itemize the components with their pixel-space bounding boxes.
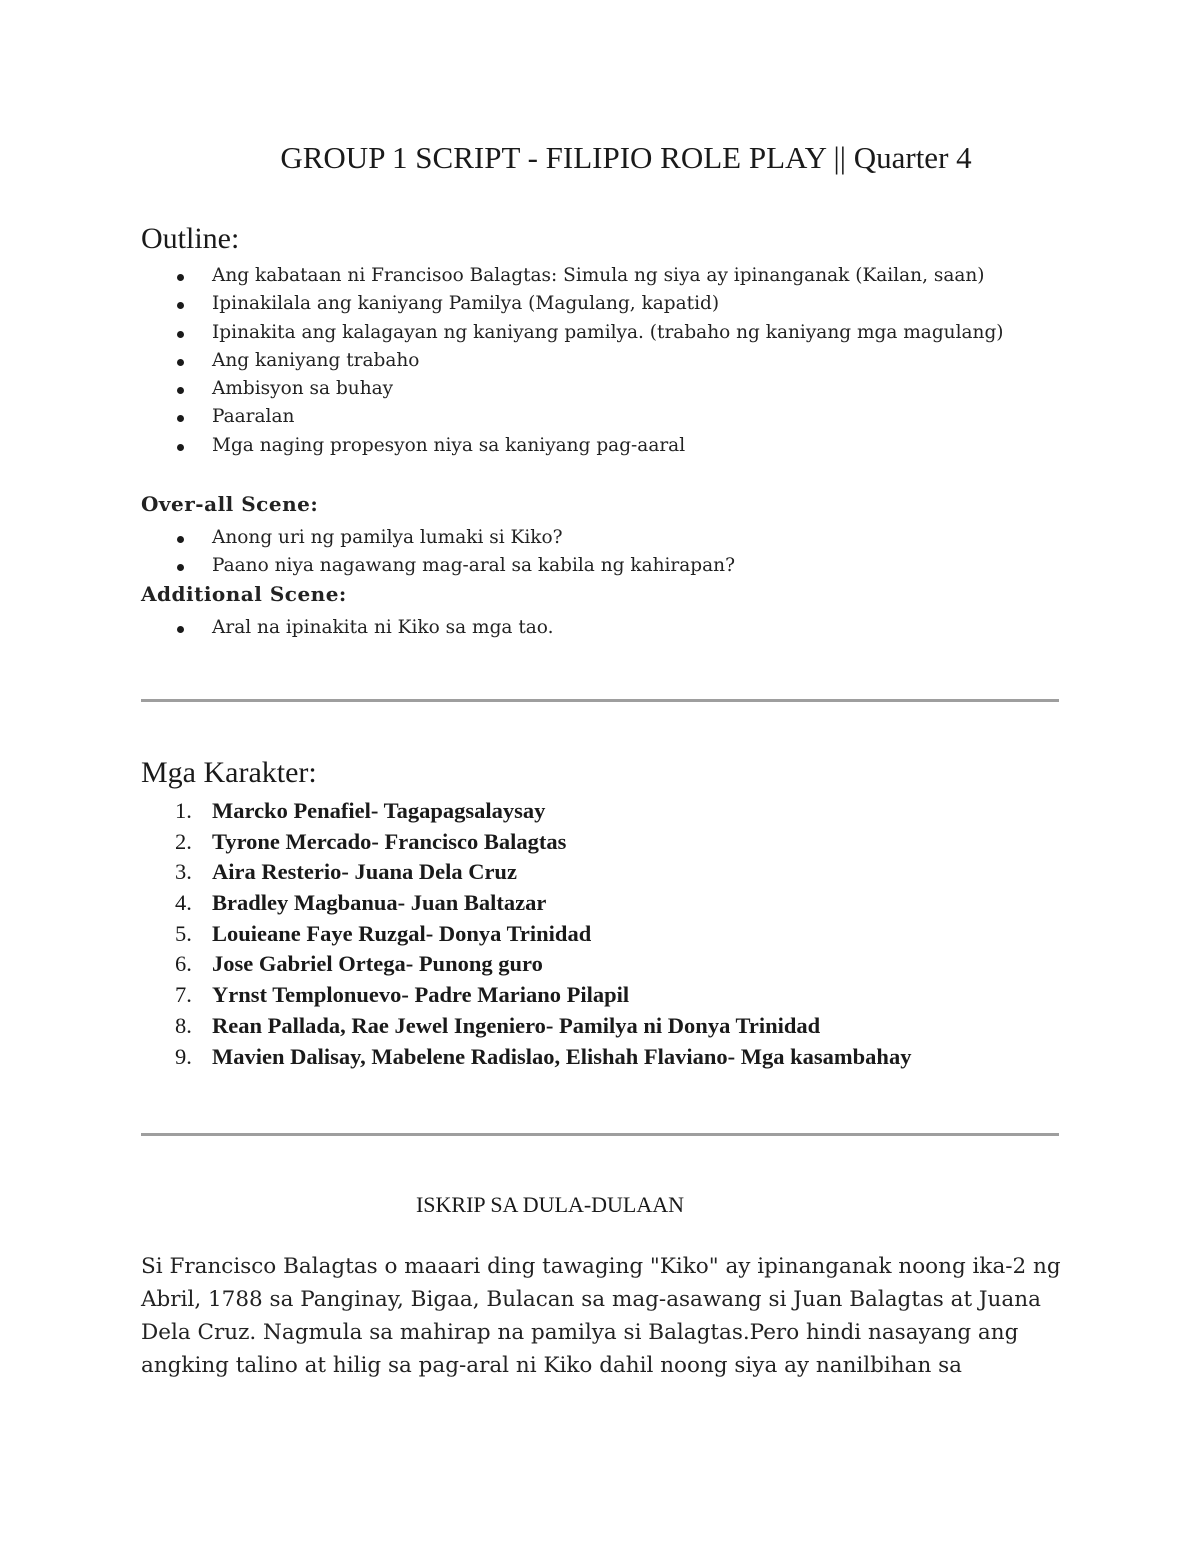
list-number: 9. — [175, 1043, 192, 1069]
character-item — [0, 827, 911, 858]
overall-scene-item: Anong uri ng pamilya lumaki si Kiko? — [0, 524, 735, 552]
list-number: 7. — [175, 982, 192, 1008]
character-text: Marcko Penafiel- Tagapagsalaysay — [212, 798, 546, 823]
character-text: Yrnst Templonuevo- Padre Mariano Pilapil — [212, 982, 630, 1008]
character-item — [0, 888, 911, 919]
characters-heading: Mga Karakter: — [141, 756, 317, 789]
character-text: Bradley Magbanua- Juan Baltazar — [212, 890, 547, 916]
additional-scene-heading: Additional Scene: — [141, 582, 347, 606]
outline-item: Paaralan — [0, 403, 1004, 431]
character-text: Tyrone Mercado- Francisco Balagtas — [212, 828, 567, 854]
document-title: GROUP 1 SCRIPT - FILIPIO ROLE PLAY || Quarter 4 — [280, 140, 972, 175]
list-number: 5. — [175, 920, 192, 946]
list-number: 4. — [175, 890, 192, 916]
list-number: 2. — [175, 828, 192, 854]
list-number: 8. — [175, 1012, 192, 1038]
character-text: Mavien Dalisay, Mabelene Radislao, Elishah Flaviano- Mga kasambahay — [212, 1043, 912, 1069]
character-item — [0, 1042, 911, 1073]
horizontal-rule — [141, 1133, 1059, 1136]
character-item — [0, 949, 911, 980]
additional-scene-item: Aral na ipinakita ni Kiko sa mga tao. — [0, 614, 553, 642]
character-text: Aira Resterio- Juana Dela Cruz — [212, 859, 517, 885]
horizontal-rule — [141, 699, 1059, 702]
outline-item: Ipinakilala ang kaniyang Pamilya (Magulang, kapatid) — [0, 290, 1004, 318]
outline-item: Ipinakita ang kalagayan ng kaniyang pamilya. (trabaho ng kaniyang mga magulang) — [0, 319, 1004, 347]
list-number: 3. — [175, 859, 192, 885]
overall-scene-item: Paano niya nagawang mag-aral sa kabila ng kahirapan? — [0, 552, 735, 580]
character-text: Jose Gabriel Ortega- Punong guro — [212, 951, 543, 977]
overall-scene-heading: Over-all Scene: — [141, 492, 319, 516]
list-number: 1. — [175, 798, 192, 823]
character-item — [0, 980, 911, 1011]
character-text: Louieane Faye Ruzgal- Donya Trinidad — [212, 920, 592, 946]
outline-list — [0, 262, 1004, 460]
outline-item: Ang kabataan ni Francisoo Balagtas: Simula ng siya ay ipinanganak (Kailan, saan) — [0, 262, 1004, 290]
character-item — [0, 1011, 911, 1042]
script-paragraph: Si Francisco Balagtas o maaari ding tawaging "Kiko" ay ipinanganak noong ika-2 ng Abril, 1788 sa Panginay, Bigaa, Bulacan sa mag-asawang si Juan Balagtas at Juana Dela Cruz. Nagmula sa mahirap na pamilya si Balagtas.Pero hindi nasayang ang angking talino at hilig sa pag-aral ni Kiko dahil noong siya ay nanilbihan sa — [141, 1254, 1061, 1378]
list-number: 6. — [175, 951, 192, 977]
outline-item: Mga naging propesyon niya sa kaniyang pag-aaral — [0, 432, 1004, 460]
outline-item: Ambisyon sa buhay — [0, 375, 1004, 403]
character-item — [0, 919, 911, 950]
script-heading: ISKRIP SA DULA-DULAAN — [415, 1192, 685, 1217]
outline-item: Ang kaniyang trabaho — [0, 347, 1004, 375]
character-text: Rean Pallada, Rae Jewel Ingeniero- Pamilya ni Donya Trinidad — [212, 1012, 821, 1038]
character-item — [0, 796, 911, 827]
character-item — [0, 857, 911, 888]
characters-list — [0, 796, 911, 1072]
additional-scene-list — [0, 614, 553, 642]
outline-heading: Outline: — [141, 222, 240, 255]
overall-scene-list — [0, 524, 735, 581]
